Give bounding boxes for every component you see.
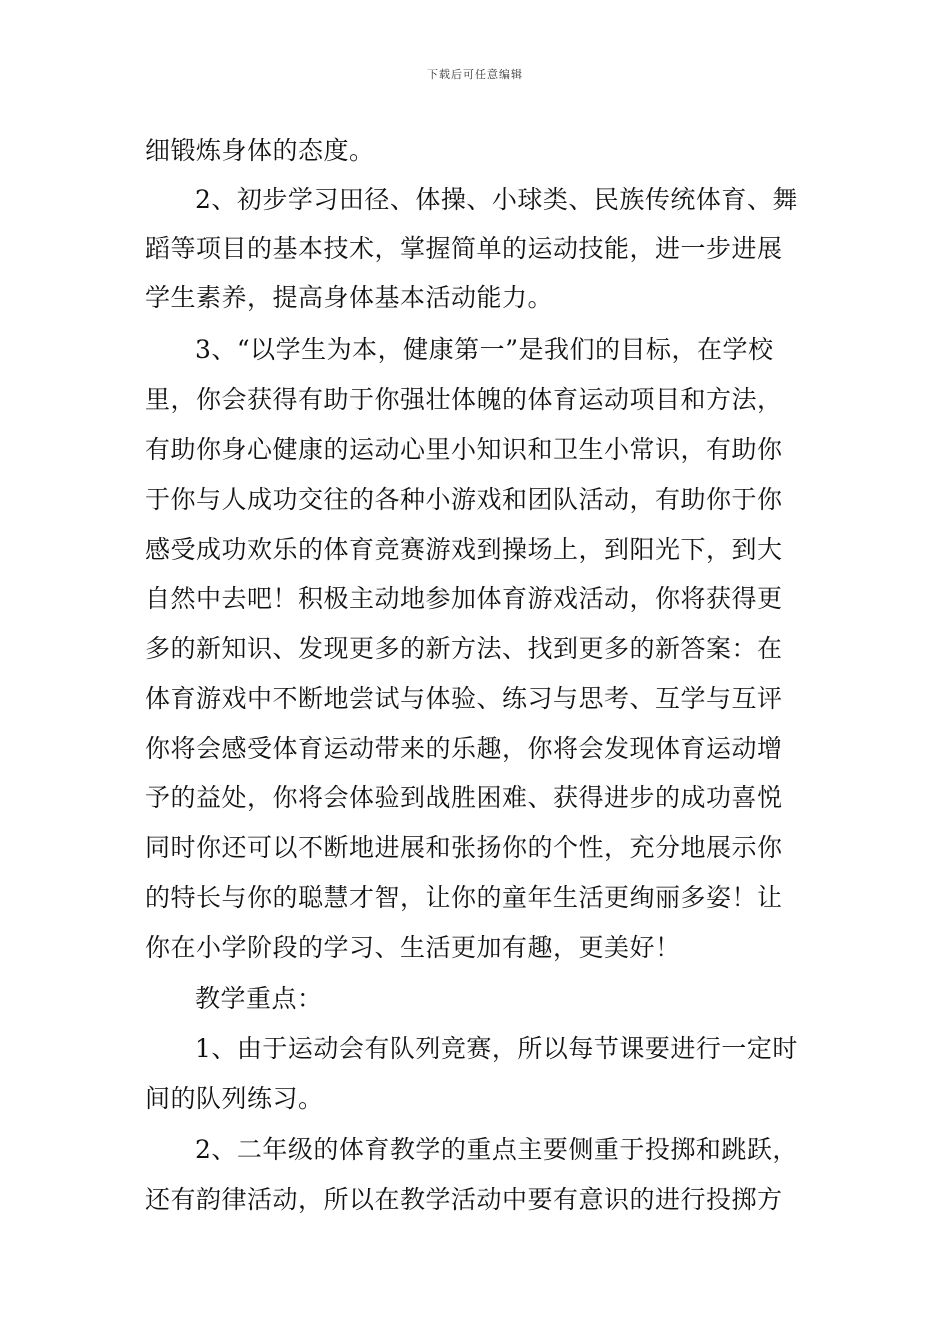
text-line: 予的益处，你将会体验到战胜困难、获得进步的成功喜悦: [145, 783, 783, 812]
text-line: 感受成功欢乐的体育竞赛游戏到操场上，到阳光下，到大: [145, 535, 783, 564]
page-header: 下载后可任意编辑: [427, 68, 523, 81]
text-line: 你将会感受体育运动带来的乐趣，你将会发现体育运动增: [145, 734, 783, 763]
text-line: 学生素养，提高身体基本活动能力。: [145, 283, 554, 312]
text-line: 细锻炼身体的态度。: [145, 136, 375, 165]
text-line: 还有韵律活动，所以在教学活动中要有意识的进行投掷方: [145, 1185, 783, 1214]
text-line: 1、由于运动会有队列竞赛，所以每节课要进行一定时: [195, 1034, 798, 1063]
text-line: 自然中去吧！积极主动地参加体育游戏活动，你将获得更: [145, 584, 783, 613]
text-line: 2、初步学习田径、体操、小球类、民族传统体育、舞: [195, 185, 798, 214]
text-line: 多的新知识、发现更多的新方法、找到更多的新答案：在: [145, 634, 783, 663]
text-line: 于你与人成功交往的各种小游戏和团队活动，有助你于你: [145, 485, 783, 514]
text-line: 3、“以学生为本，健康第一”是我们的目标，在学校: [195, 335, 774, 364]
section-heading: 教学重点：: [195, 984, 323, 1013]
text-line: 里，你会获得有助于你强壮体魄的体育运动项目和方法，: [145, 385, 783, 414]
text-line: 2、二年级的体育教学的重点主要侧重于投掷和跳跃，: [195, 1135, 798, 1164]
text-line: 蹈等项目的基本技术，掌握简单的运动技能，进一步进展: [145, 234, 783, 263]
text-line: 同时你还可以不断地进展和张扬你的个性，充分地展示你: [145, 833, 783, 862]
text-line: 有助你身心健康的运动心里小知识和卫生小常识，有助你: [145, 435, 783, 464]
text-line: 的特长与你的聪慧才智，让你的童年生活更绚丽多姿！让: [145, 883, 783, 912]
text-line: 间的队列练习。: [145, 1084, 324, 1113]
text-line: 体育游戏中不断地尝试与体验、练习与思考、互学与互评: [145, 684, 783, 713]
text-line: 你在小学阶段的学习、生活更加有趣，更美好！: [145, 933, 681, 962]
